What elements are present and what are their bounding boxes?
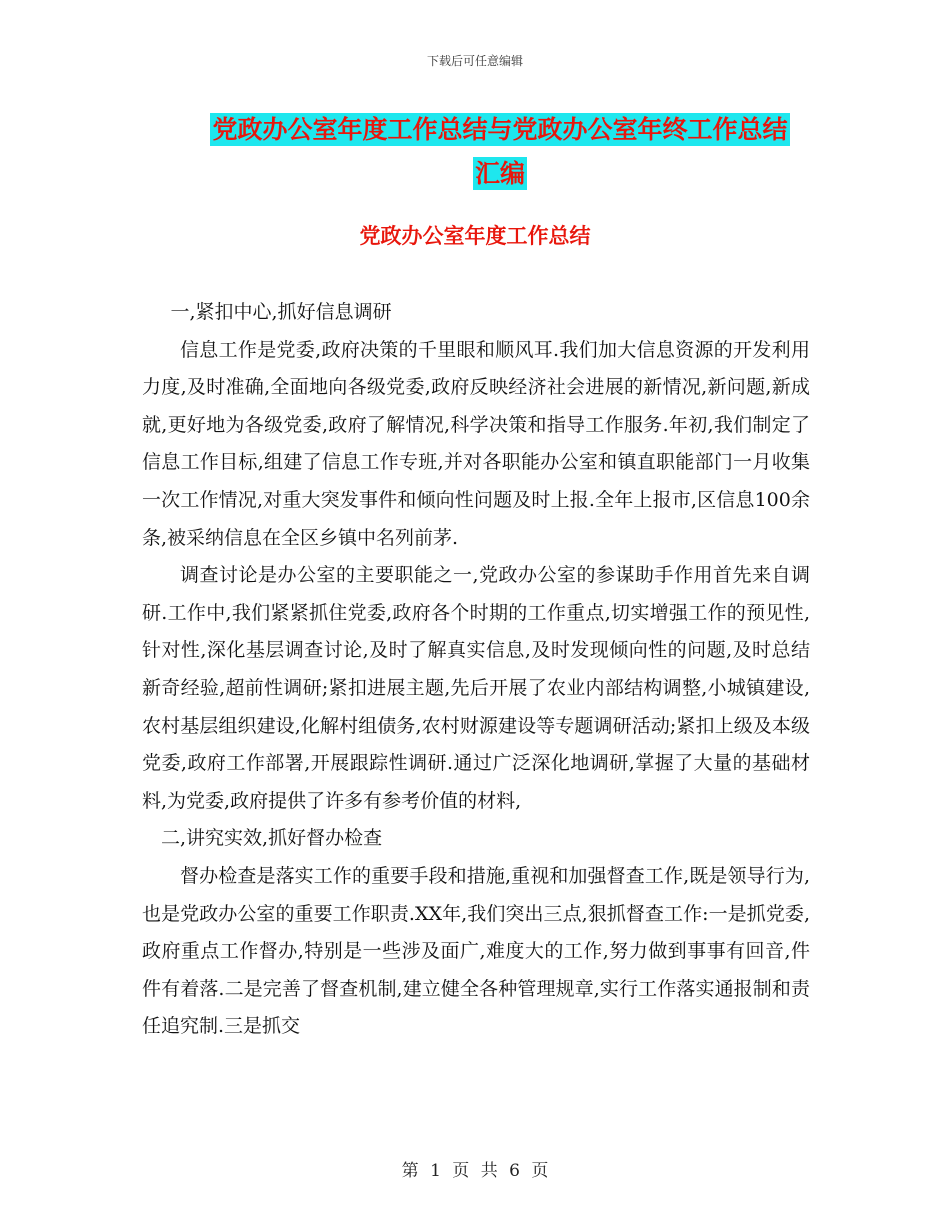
header-note: 下载后可任意编辑	[426, 54, 523, 68]
heading-2: 二,讲究实效,抓好督办检查	[161, 827, 383, 850]
paragraph: 督办检查是落实工作的重要手段和措施,重视和加强督查工作,既是领导行为,也是党政办公室的重要工作职责.XX年,我们突出三点,狠抓督查工作:一是抓党委,政府重点工作督办,特别是一些涉及面广,难度大的工作,努力做到事事有回音,件件有着落.二是完善了督查机制,建立健全各种管理规章,实行工作落实通报制和责任追究制.三是抓交	[142, 864, 810, 1038]
heading-1: 一,紧扣中心,抓好信息调研	[170, 301, 392, 323]
section-title: 党政办公室年度工作总结	[359, 224, 591, 248]
page-footer: 第 1 页 共 6 页	[401, 1161, 549, 1181]
document-title	[140, 108, 860, 196]
document-title-line-2: 汇编	[474, 159, 525, 188]
document-title-line-1: 党政办公室年度工作总结与党政办公室年终工作总结	[212, 115, 788, 144]
paragraph: 调查讨论是办公室的主要职能之一,党政办公室的参谋助手作用首先来自调研.工作中,我们紧紧抓住党委,政府各个时期的工作重点,切实增强工作的预见性,针对性,深化基层调查讨论,及时了解真实信息,及时发现倾向性的问题,及时总结新奇经验,超前性调研;紧扣进展主题,先后开展了农业内部结构调整,小城镇建设,农村基层组织建设,化解村组债务,农村财源建设等专题调研活动;紧扣上级及本级党委,政府工作部署,开展跟踪性调研.通过广泛深化地调研,掌握了大量的基础材料,为党委,政府提供了许多有参考价值的材料,	[142, 564, 810, 812]
paragraph: 信息工作是党委,政府决策的千里眼和顺风耳.我们加大信息资源的开发利用力度,及时准确,全面地向各级党委,政府反映经济社会进展的新情况,新问题,新成就,更好地为各级党委,政府了解情况,科学决策和指导工作服务.年初,我们制定了信息工作目标,组建了信息工作专班,并对各职能办公室和镇直职能部门一月收集一次工作情况,对重大突发事件和倾向性问题及时上报.全年上报市,区信息100余条,被采纳信息在全区乡镇中名列前茅.	[142, 338, 810, 549]
body-text	[142, 294, 810, 1046]
